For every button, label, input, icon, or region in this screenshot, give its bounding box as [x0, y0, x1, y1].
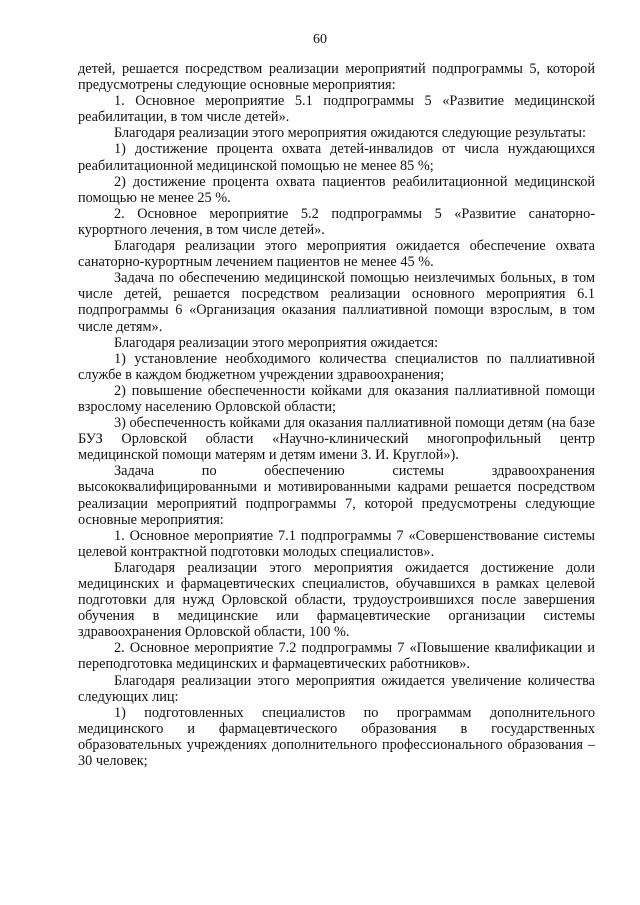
page-number: 60	[313, 32, 327, 47]
paragraph-8: Задача по обеспечению медицинской помощью неизлечимых больных, в том числе детей, решается посредством реализации основного мероприятия 6.1 подпрограммы 6 «Организация оказания паллиативной помощи взрослым, в том числе детям».	[78, 270, 595, 335]
paragraph-3: Благодаря реализации этого мероприятия ожидаются следующие результаты:	[114, 125, 586, 142]
paragraph-10: 1) установление необходимого количества специалистов по паллиативной службе в каждом бюджетном учреждении здравоохранения;	[78, 350, 595, 383]
paragraph-9: Благодаря реализации этого мероприятия ожидается:	[114, 334, 439, 351]
paragraph-12: 3) обеспеченность койками для оказания паллиативной помощи детям (на базе БУЗ Орловской области «Научно-клинический многопрофильный центр медицинской помощи матерям и детям имени З. И. Круглой»).	[78, 415, 595, 464]
paragraph-15: Благодаря реализации этого мероприятия ожидается достижение доли медицинских и фармацевтических специалистов, обучавшихся в рамках целевой подготовки для нужд Орловской области, трудоустроившихся после завершения обучения в медицинские или фармацевтические организации системы здравоохранения Орловской области, 100 %.	[78, 559, 595, 641]
paragraph-13: Задача по обеспечению системы здравоохранения высококвалифицированными и мотивированными кадрами решается посредством реализации мероприятий подпрограммы 7, которой предусмотрены следующие основные мероприятия:	[78, 463, 595, 528]
paragraph-4: 1) достижение процента охвата детей-инвалидов от числа нуждающихся реабилитационной медицинской помощью не менее 85 %;	[78, 141, 595, 174]
paragraph-2: 1. Основное мероприятие 5.1 подпрограммы 5 «Развитие медицинской реабилитации, в том числе детей».	[78, 93, 595, 126]
paragraph-7: Благодаря реализации этого мероприятия ожидается обеспечение охвата санаторно-курортным лечением пациентов не менее 45 %.	[78, 238, 595, 271]
document-body	[78, 61, 595, 769]
paragraph-16: 2. Основное мероприятие 7.2 подпрограммы 7 «Повышение квалификации и переподготовка медицинских и фармацевтических работников».	[78, 640, 595, 673]
paragraph-18: 1) подготовленных специалистов по программам дополнительного медицинского и фармацевтического образования в государственных образовательных учреждениях дополнительного профессионального образования – 30 человек;	[78, 704, 595, 770]
paragraph-14: 1. Основное мероприятие 7.1 подпрограммы 7 «Совершенствование системы целевой контрактной подготовки молодых специалистов».	[78, 527, 595, 560]
paragraph-1: детей, решается посредством реализации мероприятий подпрограммы 5, которой предусмотрены следующие основные мероприятия:	[78, 61, 595, 94]
paragraph-6: 2. Основное мероприятие 5.2 подпрограммы 5 «Развитие санаторно-курортного лечения, в том числе детей».	[78, 205, 595, 238]
paragraph-17: Благодаря реализации этого мероприятия ожидается увеличение количества следующих лиц:	[78, 672, 595, 705]
paragraph-5: 2) достижение процента охвата пациентов реабилитационной медицинской помощью не менее 25 %.	[78, 173, 595, 206]
paragraph-11: 2) повышение обеспеченности койками для оказания паллиативной помощи взрослому населению Орловской области;	[78, 382, 595, 415]
